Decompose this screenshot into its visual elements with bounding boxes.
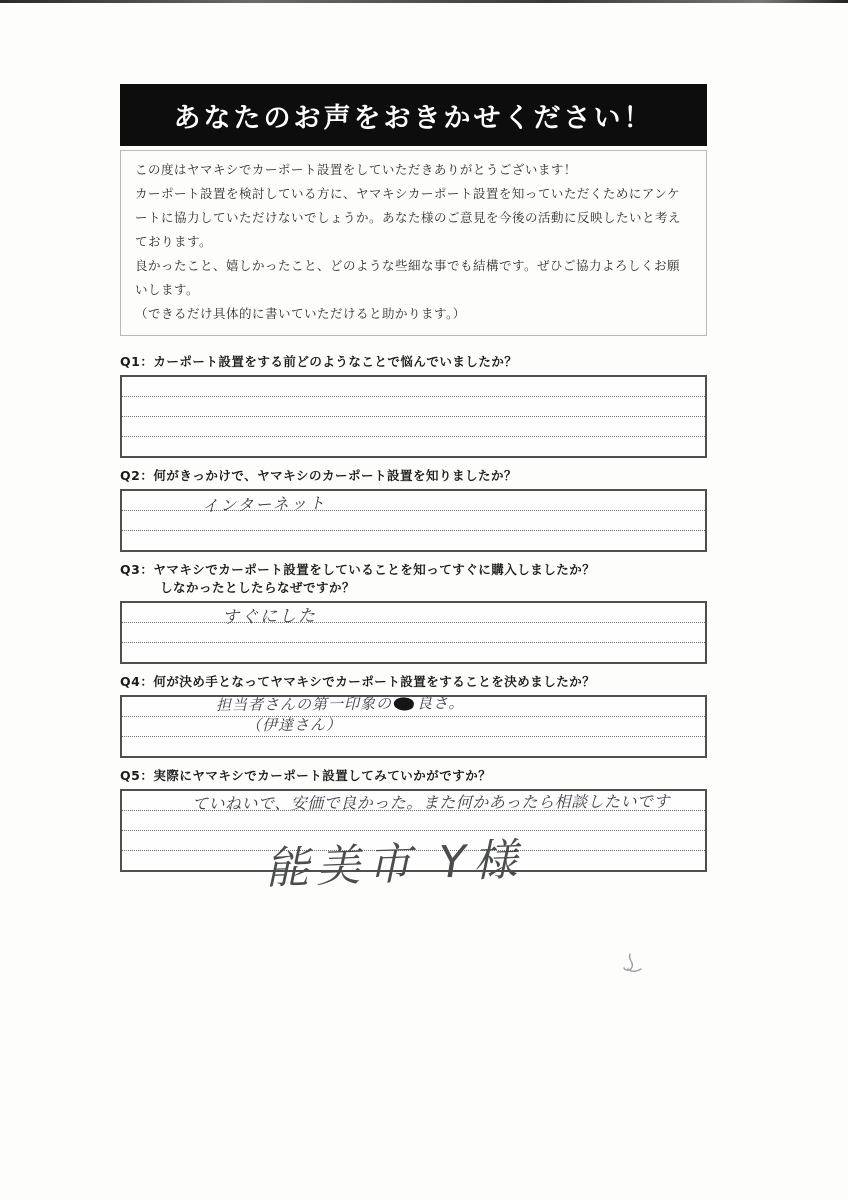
intro-box: [120, 150, 707, 336]
question-4: [120, 673, 707, 758]
question-1-label: Q1：カーポート設置をする前どのようなことで悩んでいましたか？: [120, 354, 518, 369]
question-5-answer-box: [120, 789, 707, 872]
question-2: [120, 467, 707, 552]
question-3-sublabel: しなかったとしたらなぜですか？: [160, 580, 356, 595]
stray-pen-mark-icon: [618, 950, 648, 978]
answer-line: [122, 643, 705, 662]
question-1-answer-box: [120, 375, 707, 458]
answer-line: [122, 717, 705, 737]
answer-line: [122, 491, 705, 511]
answer-line: [122, 397, 705, 417]
survey-content: [120, 84, 707, 872]
answer-line: [122, 511, 705, 531]
answer-line: [122, 831, 705, 851]
question-2-handwritten-answer: インターネット: [201, 493, 327, 516]
question-5: [120, 767, 707, 872]
answer-line: [122, 623, 705, 643]
question-3-handwritten-answer: すぐにした: [221, 606, 318, 628]
answer-line: [122, 417, 705, 437]
answer-line: [122, 791, 705, 811]
question-4-answer-box: [120, 695, 707, 758]
page-title: あなたのお声をおきかせください！: [173, 102, 654, 134]
answer-line: [122, 531, 705, 550]
answer-line: [122, 603, 705, 623]
answer-line: [122, 851, 705, 870]
question-4-handwritten-answer-line2: （伊達さん）: [245, 715, 343, 735]
answer-line: [122, 377, 705, 397]
scan-edge-artifact: [0, 0, 848, 3]
answer-text-part2: 良さ。: [416, 693, 465, 713]
intro-line-1: この度はヤマキシでカーポート設置をしていただきありがとうございます！: [135, 162, 577, 177]
question-1: [120, 353, 707, 458]
question-3-answer-box: [120, 601, 707, 664]
header-banner: [120, 84, 707, 146]
question-2-label: Q2：何がきっかけで、ヤマキシのカーポート設置を知りましたか？: [120, 468, 517, 483]
question-3: [120, 561, 707, 664]
answer-line: [122, 694, 705, 717]
handwritten-signature: 能美市 Y様: [264, 834, 525, 895]
question-5-handwritten-answer: ていねいで、安価で良かった。また何かあったら相談したいです: [191, 791, 671, 814]
answer-text-part1: 担当者さんの第一印象の: [215, 694, 393, 715]
question-5-label: Q5：実際にヤマキシでカーポート設置してみていかがですか？: [120, 768, 492, 783]
question-3-label: Q3：ヤマキシでカーポート設置をしていることを知ってすぐに購入しましたか？: [120, 562, 596, 577]
answer-line: [122, 811, 705, 831]
intro-line-2: カーポート設置を検討している方に、ヤマキシカーポート設置を知っていただくためにアンケートに協力していただけないでしょうか。あなた様のご意見を今後の活動に反映したいと考えております。: [135, 186, 682, 249]
question-2-answer-box: [120, 489, 707, 552]
intro-line-4: （できるだけ具体的に書いていただけると助かります。）: [135, 306, 466, 321]
question-4-label: Q4：何が決め手となってヤマキシでカーポート設置をすることを決めましたか？: [120, 674, 596, 689]
answer-line: [122, 437, 705, 456]
answer-line: [122, 737, 705, 756]
intro-line-3: 良かったこと、嬉しかったこと、どのような些細な事でも結構です。ぜひご協力よろしくお願いします。: [135, 258, 681, 297]
